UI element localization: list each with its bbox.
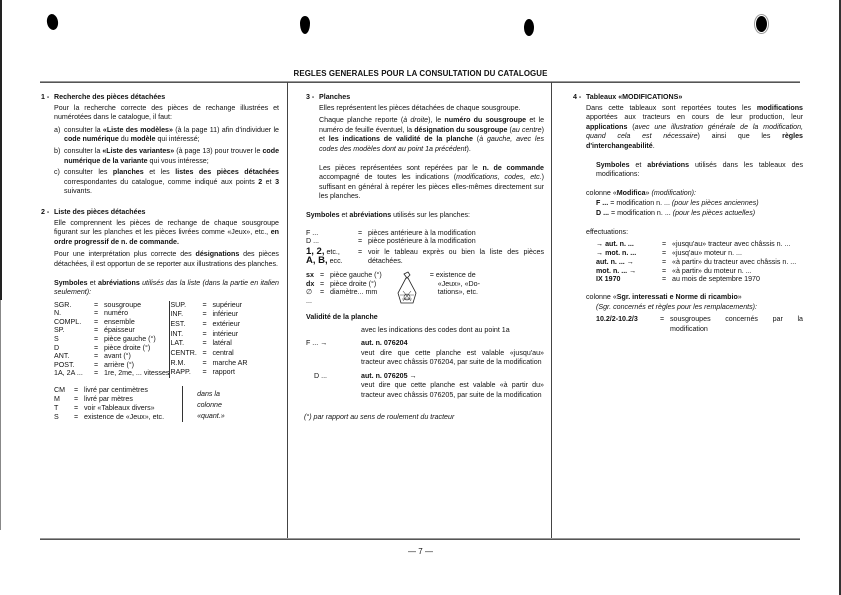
section-number: 1 - xyxy=(41,93,50,101)
table-row: INT. = intérieur xyxy=(170,329,239,338)
table-row: ANT. = avant (°) xyxy=(54,352,131,361)
symbols-intro: Symboles et abréviations utilisés sur les planches: xyxy=(306,210,471,219)
section-1-heading xyxy=(41,93,279,103)
modifica-column-label: colonne «Modifica» (modification): xyxy=(586,188,697,197)
table-row: IX 1970 = au mois de septembre 1970 xyxy=(596,275,760,284)
section-2-heading xyxy=(41,208,279,218)
scan-edge-left xyxy=(0,0,2,300)
symbols-intro: Symboles et abréviations utilisés dans les tableaux des modifications: xyxy=(596,160,804,179)
punch-hole xyxy=(756,16,767,32)
paragraph: Pour une interprétation plus correcte des désignations des pièces détachées, il est opportun de se reporter aux illustrations des planches. xyxy=(54,250,279,268)
table-row: M = livré par mètres xyxy=(54,395,133,404)
sgr-column-label: colonne «Sgr. interessati e Norme di ricambio» xyxy=(586,293,742,302)
page-number: — 7 — xyxy=(408,547,433,556)
table-row: CM = livré par centimètres xyxy=(54,386,148,395)
table-row: aut. n. ... → = «à partir» du tracteur avec châssis n. ... xyxy=(596,257,797,266)
quantity-legend xyxy=(54,386,279,422)
modifica-rows: F ... = modification n. ... (pour les pièces anciennes) D ... = modification n. ... (pour les pièces actuelles) xyxy=(596,199,759,217)
sgr-column-note: (Sgr. concernés et règles pour les remplacements): xyxy=(596,302,757,311)
section-title: Recherche des pièces détachées xyxy=(54,93,166,101)
symbols-intro: Symboles et abréviations utilisés das la liste (dans la partie en italien seulement): xyxy=(54,278,279,297)
validity-d-row: D ... aut. n. 076205 → veut dire que cette planche est valable «à partir du» tracteur avec châssis 076205, par suite de la modification xyxy=(314,371,544,400)
plate-symbols-table: F ... = pièces antérieure à la modification D ... = pièce postérieure à la modification 1, 2, etc., A, B, ecc. = voir le tableau exprès ou bien la liste des pièces détachées. xyxy=(306,228,544,266)
validity-heading: Validité de la planche xyxy=(306,312,378,321)
paragraph: Elles représentent les pièces détachées de chaque sousgroupe. xyxy=(319,103,521,112)
table-row: LAT. = latéral xyxy=(170,339,232,348)
kit-symbol-block: sx = pièce gauche (°) dx = pièce droite (°) ∅ ... = diamètre... mm = existence de «Jeux», «Do- tations», etc. xyxy=(306,270,480,306)
list-item xyxy=(54,147,279,166)
table-row: T = voir «Tableaux divers» xyxy=(54,404,155,413)
page-title: REGLES GENERALES POUR LA CONSULTATION DU CATALOGUE xyxy=(293,68,548,78)
sgr-row: 10.2/2-10.2/3 = sousgroupes concernés par la modification xyxy=(596,315,803,333)
table-row: SGR. = sousgroupe xyxy=(54,300,142,309)
punch-hole xyxy=(46,13,60,31)
table-row: POST. = arrière (°) xyxy=(54,360,135,369)
table-row: S = pièce gauche (°) xyxy=(54,335,156,344)
effectuations-table xyxy=(596,240,798,284)
list-label: a) xyxy=(54,125,61,134)
column-2 xyxy=(306,93,544,425)
kit-symbol-text: = existence de «Jeux», «Do- tations», etc. xyxy=(429,270,480,297)
list-item xyxy=(54,168,279,197)
footnote: (°) par rapport au sens de roulement du tracteur xyxy=(304,412,455,421)
column-divider xyxy=(287,82,288,539)
table-row: EST. = extérieur xyxy=(170,320,241,328)
table-row: → mot. n. ... = «jusq'au» moteur n. ... xyxy=(596,248,742,257)
quantity-note: dans la colonne «quant.» xyxy=(182,386,225,422)
table-row: INF. = inférieur xyxy=(170,310,239,319)
column-1 xyxy=(41,93,279,422)
table-row: R.M. = marche AR xyxy=(170,358,248,367)
column-3 xyxy=(573,93,803,334)
abbreviation-table xyxy=(54,301,279,378)
list-text: consulter la «Liste des variantes» (à page 13) pour trouver le code numérique de la variante qui vous intéresse; xyxy=(64,146,280,165)
table-row: SP. = épaisseur xyxy=(54,326,135,335)
table-row: D = pièce droite (°) xyxy=(54,343,151,352)
table-row: SUP. = supérieur xyxy=(170,300,243,309)
punch-hole xyxy=(524,19,534,36)
section-1-intro: Pour la recherche correcte des pièces de rechange illustrées et numérotées dans le catalogue, il faut: xyxy=(54,103,279,122)
table-row: S = existence de «Jeux», etc. xyxy=(54,413,165,422)
table-row: mot. n. ... → = «à partir» du moteur n. ... xyxy=(596,266,752,275)
punch-hole xyxy=(300,16,310,34)
section-3-heading: 3 - Planches xyxy=(306,93,351,101)
section-title: Liste des pièces détachées xyxy=(54,207,146,216)
parts-bag-icon xyxy=(392,271,422,305)
list-text: consulter les planches et les listes des pièces détachées correspondantes du catalogue, comme indiqué aux points 2 et 3 suivants. xyxy=(64,168,280,196)
paragraph: Dans cette tableaux sont reportées toutes les modifications apportées aux tracteurs en cours de leur production, leur applications (avec une illustration générale de la modification, quand cela est nécessaire) ainsi que les règles d'interchangeabilité. xyxy=(586,103,803,150)
paragraph: Chaque planche reporte (à droite), le numéro du sousgroupe et le numéro de feuille éventuel, la désignation du sousgroupe (au centre) et les indications de validité de la planche (à gauche, avec les codes des modèles dont au point 1a précédent). xyxy=(319,116,545,153)
section-number: 2 - xyxy=(41,207,50,216)
paragraph: Elle comprennent les pièces de rechange de chaque sousgroupe figurant sur les planches et les pièces livrées comme «Jeux», etc., en ordre progressif de n. de commande. xyxy=(54,218,279,246)
table-row: 1A, 2A ... = 1re, 2me, ... vitesses xyxy=(54,369,170,378)
top-rule xyxy=(40,81,800,83)
list-item xyxy=(54,126,279,145)
table-row: → aut. n. ... = «jusqu'au» tracteur avec châssis n. ... xyxy=(596,240,791,249)
list-label: b) xyxy=(54,146,61,155)
bottom-rule xyxy=(40,538,800,540)
validity-f-row: F ... → aut. n. 076204 veut dire que cette planche est valable «jusqu'au» tracteur avec châssis 076204, par suite de la modification xyxy=(306,339,544,367)
table-row: COMPL. = ensemble xyxy=(54,317,135,326)
validity-intro: avec les indications des codes dont au point 1a xyxy=(361,325,510,334)
section-4-heading: 4 - Tableaux «MODIFICATIONS» xyxy=(573,93,683,101)
scan-edge-left xyxy=(0,300,1,530)
list-text: consulter la «Liste des modèles» (à la page 11) afin d'individuer le code numérique du modèle qui intéressé; xyxy=(64,125,279,144)
paragraph: Les pièces représentées sont repérées par le n. de commande accompagné de toutes les indications (modifications, codes, etc.) suffisant en général à repérer les pièces elles-mêmes directement sur les planches. xyxy=(319,163,545,201)
table-row: CENTR. = central xyxy=(170,348,234,357)
list-label: c) xyxy=(54,168,60,177)
effectuations-label: effectuations: xyxy=(586,227,629,236)
table-row: N. = numéro xyxy=(54,309,129,318)
column-divider xyxy=(551,82,552,539)
table-row: RAPP. = rapport xyxy=(170,368,235,377)
